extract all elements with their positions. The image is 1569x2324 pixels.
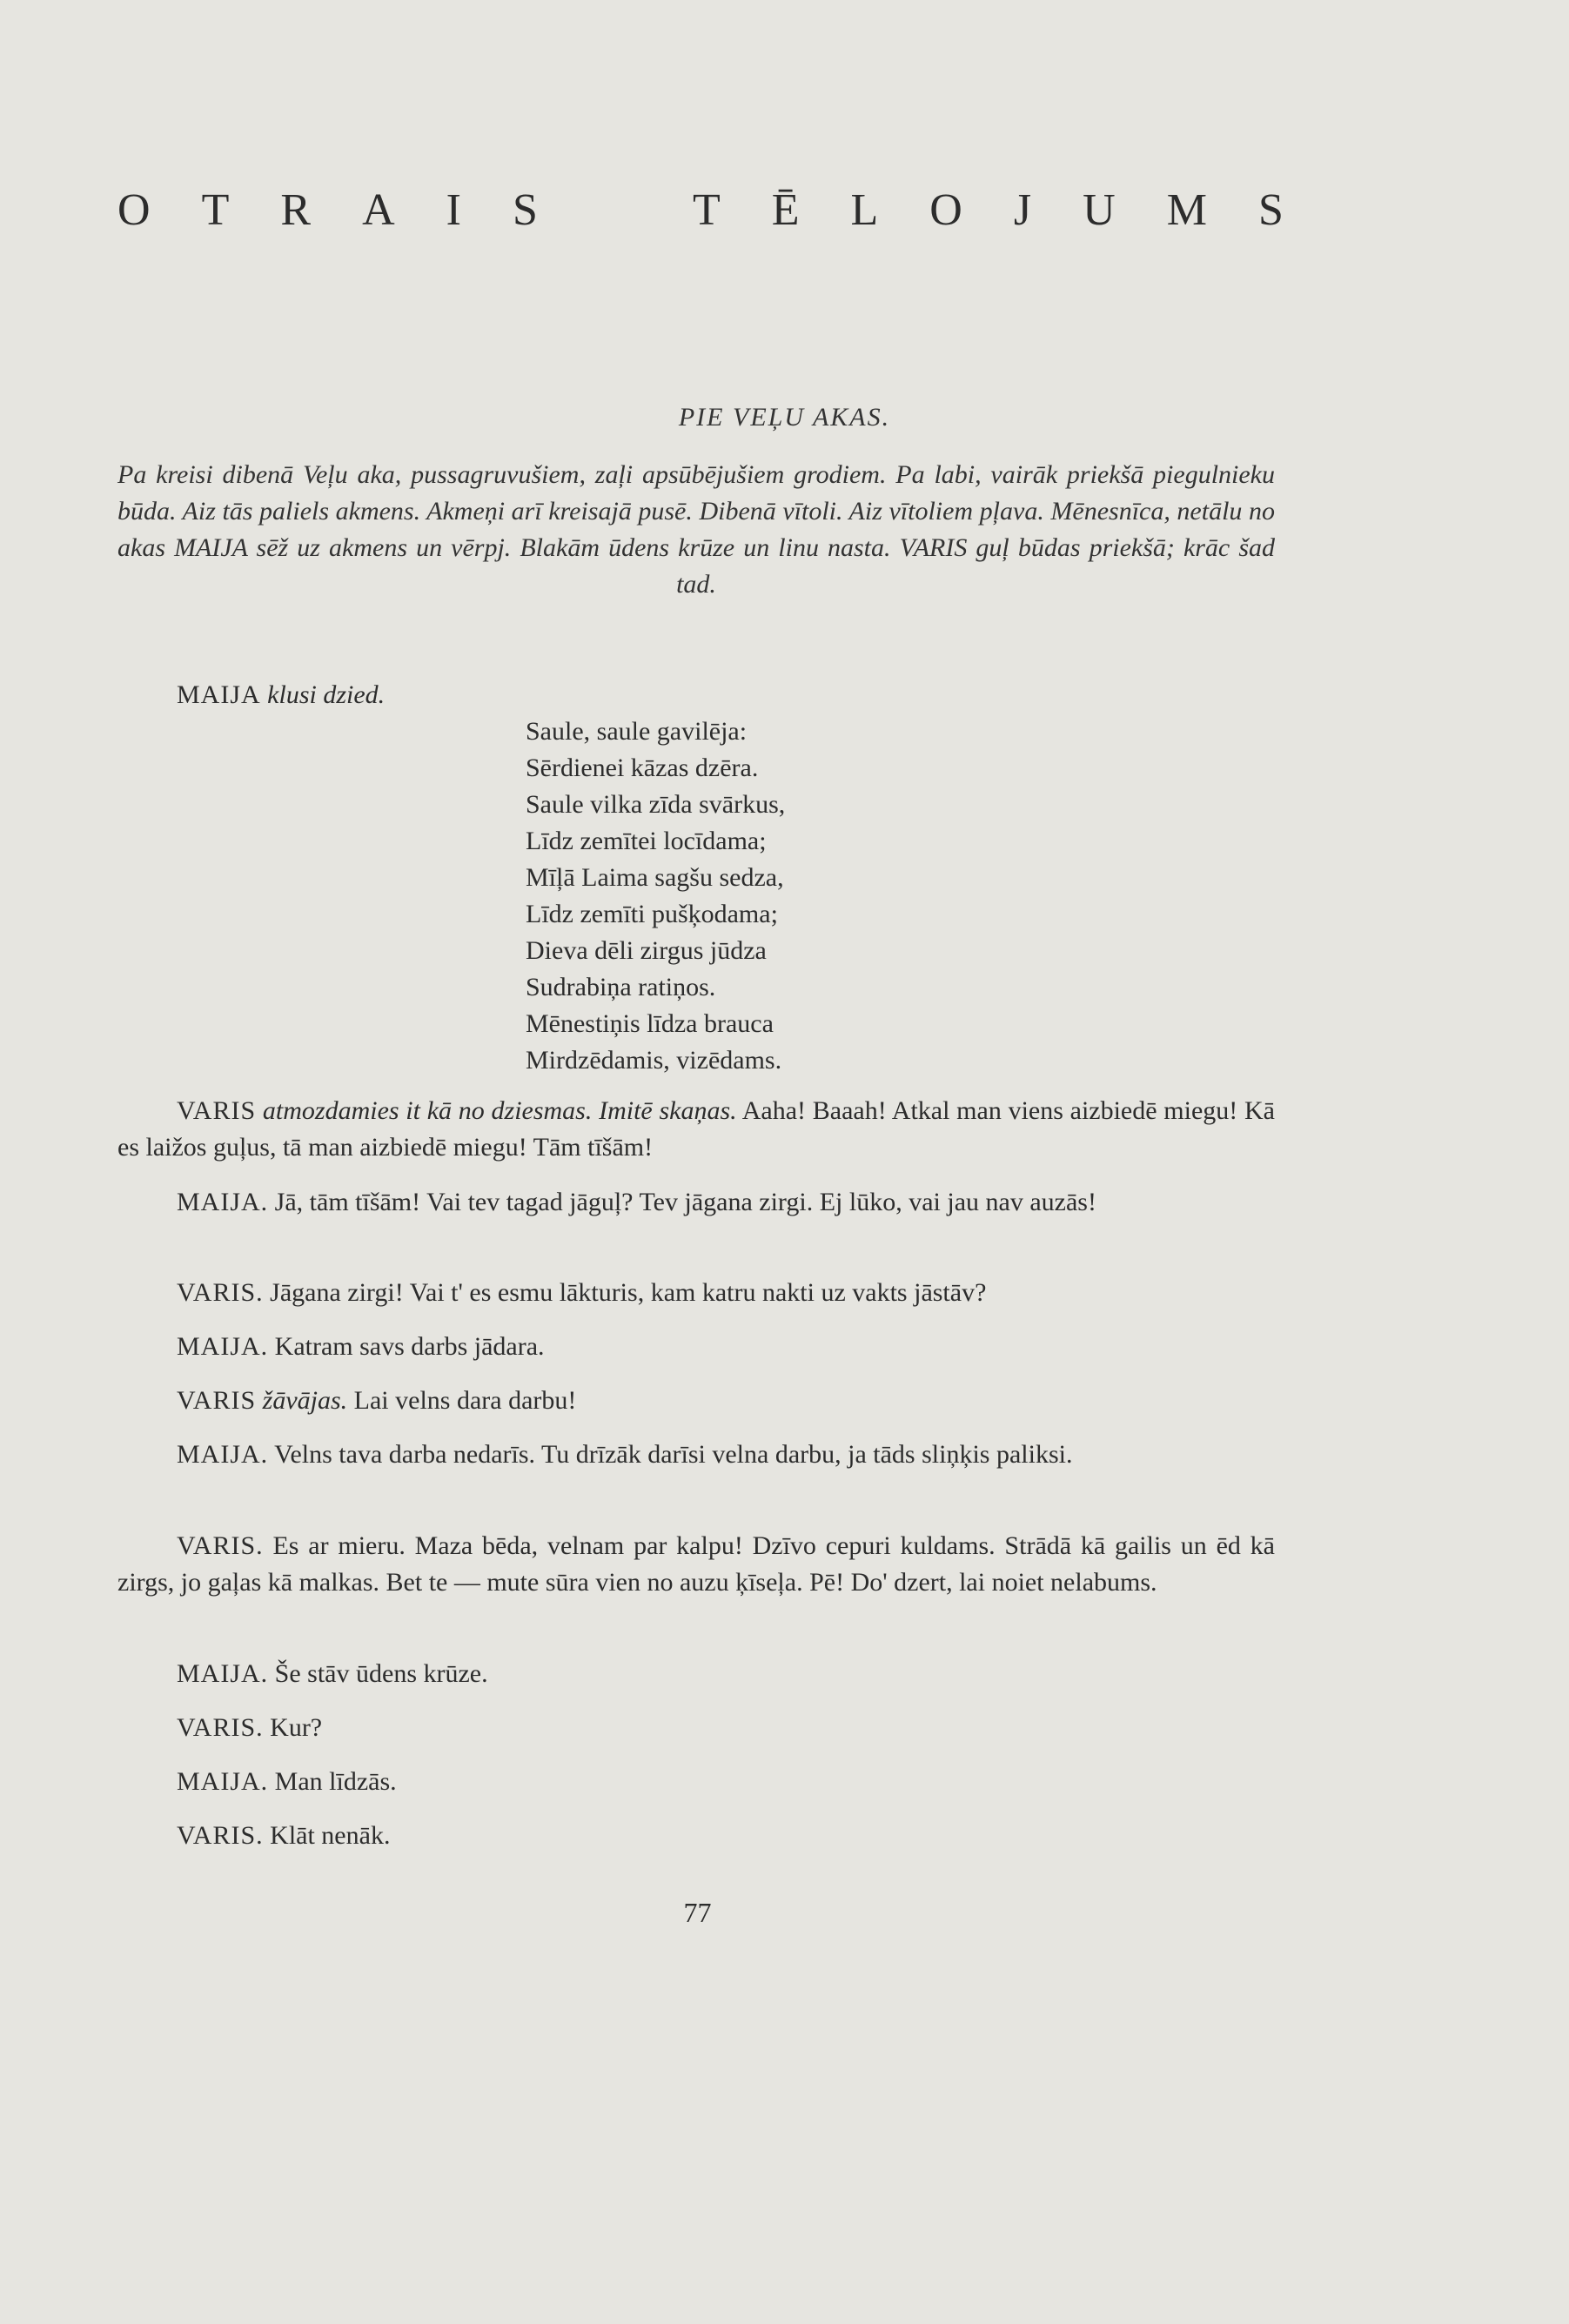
act-title-letter: O bbox=[929, 185, 962, 235]
dialogue-text: Lai velns dara darbu! bbox=[353, 1386, 577, 1415]
speaker-name: VARIS. bbox=[177, 1278, 264, 1307]
speaker-name: VARIS bbox=[177, 1096, 257, 1125]
act-title-letter: S bbox=[1257, 185, 1284, 235]
act-title-letter: I bbox=[446, 185, 461, 235]
act-title-letter: L bbox=[850, 185, 879, 235]
act-title-letter: S bbox=[512, 185, 538, 235]
song-intro bbox=[177, 677, 385, 713]
song-line: Sudrabiņa ratiņos. bbox=[526, 973, 716, 1001]
song-line: Līdz zemīti pušķodama; bbox=[526, 900, 778, 928]
speaker-name: MAIJA bbox=[177, 680, 261, 709]
speaker-name: MAIJA. bbox=[177, 1767, 269, 1796]
song-line: Mirdzēdamis, vizēdams. bbox=[526, 1046, 782, 1075]
dialogue-text: Jā, tām tīšām! Vai tev tagad jāguļ? Tev jāgana zirgi. Ej lūko, vai jau nav auzās! bbox=[274, 1188, 1096, 1216]
speaker-direction: klusi dzied. bbox=[267, 680, 386, 709]
act-title-letter: T bbox=[201, 185, 230, 235]
speaker-name: MAIJA. bbox=[177, 1659, 269, 1688]
song-line: Līdz zemītei locīdama; bbox=[526, 827, 767, 855]
stage-direction: Pa kreisi dibenā Veļu aka, pussagruvušiem, zaļi apsūbējušiem grodiem. Pa labi, vairāk priekšā piegulnieku būda. Aiz tās paliels akmens. Akmeņi arī kreisajā pusē. Dibenā vītoli. Aiz vītoliem pļava. Mēnesnīca, netālu no akas MAIJA sēž uz akmens un vērpj. Blakām ūdens krūze un linu nasta. VARIS guļ būdas priekšā; krāc šad tad. bbox=[117, 460, 1275, 599]
song-line: Mēnestiņis līdza brauca bbox=[526, 1009, 774, 1038]
speaker-direction: žāvājas. bbox=[262, 1386, 348, 1415]
dialogue-text: Man līdzās. bbox=[274, 1767, 397, 1796]
act-title-letter: R bbox=[280, 185, 312, 235]
speaker-name: VARIS. bbox=[177, 1821, 264, 1850]
dialogue-line bbox=[117, 1383, 1275, 1419]
act-title-letter: O bbox=[117, 185, 151, 235]
speaker-direction: atmozdamies it kā no dziesmas. Imitē skaņas. bbox=[262, 1096, 737, 1125]
dialogue-text: Katram savs darbs jādara. bbox=[274, 1332, 545, 1361]
dialogue-text: Jāgana zirgi! Vai t' es esmu lākturis, kam katru nakti uz vakts jāstāv? bbox=[270, 1278, 987, 1307]
speaker-name: VARIS bbox=[177, 1386, 257, 1415]
song-line: Saule vilka zīda svārkus, bbox=[526, 790, 786, 819]
speaker-name: VARIS. bbox=[177, 1713, 264, 1742]
scene-title: PIE VEĻU AKAS. bbox=[678, 403, 891, 432]
act-title bbox=[117, 184, 1284, 236]
act-title-letter: Ē bbox=[771, 185, 800, 235]
dialogue-line bbox=[117, 1818, 1275, 1854]
page-number: 77 bbox=[683, 1897, 712, 1928]
dialogue-line bbox=[117, 1184, 1275, 1221]
song-verse bbox=[526, 713, 785, 1079]
speaker-name: MAIJA. bbox=[177, 1332, 269, 1361]
act-title-letter: T bbox=[692, 185, 721, 235]
dialogue-line bbox=[117, 1656, 1275, 1692]
dialogue-line bbox=[117, 1710, 1275, 1746]
song-line: Dieva dēli zirgus jūdza bbox=[526, 936, 767, 965]
song-line: Saule, saule gavilēja: bbox=[526, 717, 748, 746]
dialogue-text: Klāt nenāk. bbox=[270, 1821, 391, 1850]
dialogue-line bbox=[117, 1437, 1275, 1473]
act-title-letter: A bbox=[362, 185, 395, 235]
speaker-name: MAIJA. bbox=[177, 1440, 269, 1469]
dialogue-line bbox=[117, 1329, 1275, 1365]
dialogue-text: Še stāv ūdens krūze. bbox=[274, 1659, 488, 1688]
dialogue-text: Aaha! Baaah! Atkal man viens aizbiedē miegu! Kā es laižos guļus, tā man aizbiedē miegu! Tām tīšām! bbox=[117, 1096, 1276, 1162]
act-title-letter: J bbox=[1013, 185, 1032, 235]
dialogue-text: Velns tava darba nedarīs. Tu drīzāk darīsi velna darbu, ja tāds sliņķis paliksi. bbox=[274, 1440, 1073, 1469]
dialogue-text: Es ar mieru. Maza bēda, velnam par kalpu! Dzīvo cepuri kuldams. Strādā kā gailis un ēd kā zirgs, jo gaļas kā malkas. Bet te — mute sūra vien no auzu ķīseļa. Pē! Do' dzert, lai noiet nelabums. bbox=[117, 1531, 1275, 1597]
song-line: Sērdienei kāzas dzēra. bbox=[526, 753, 759, 782]
speaker-name: VARIS. bbox=[177, 1531, 264, 1560]
dialogue-line bbox=[117, 1528, 1275, 1601]
dialogue-text: Kur? bbox=[270, 1713, 323, 1742]
act-title-letter: U bbox=[1083, 185, 1116, 235]
song-line: Mīļā Laima sagšu sedza, bbox=[526, 863, 784, 892]
speaker-name: MAIJA. bbox=[177, 1188, 269, 1216]
dialogue-line bbox=[117, 1275, 1275, 1311]
act-title-letter: M bbox=[1166, 185, 1207, 235]
dialogue-line bbox=[117, 1093, 1275, 1166]
dialogue-line bbox=[117, 1764, 1275, 1800]
